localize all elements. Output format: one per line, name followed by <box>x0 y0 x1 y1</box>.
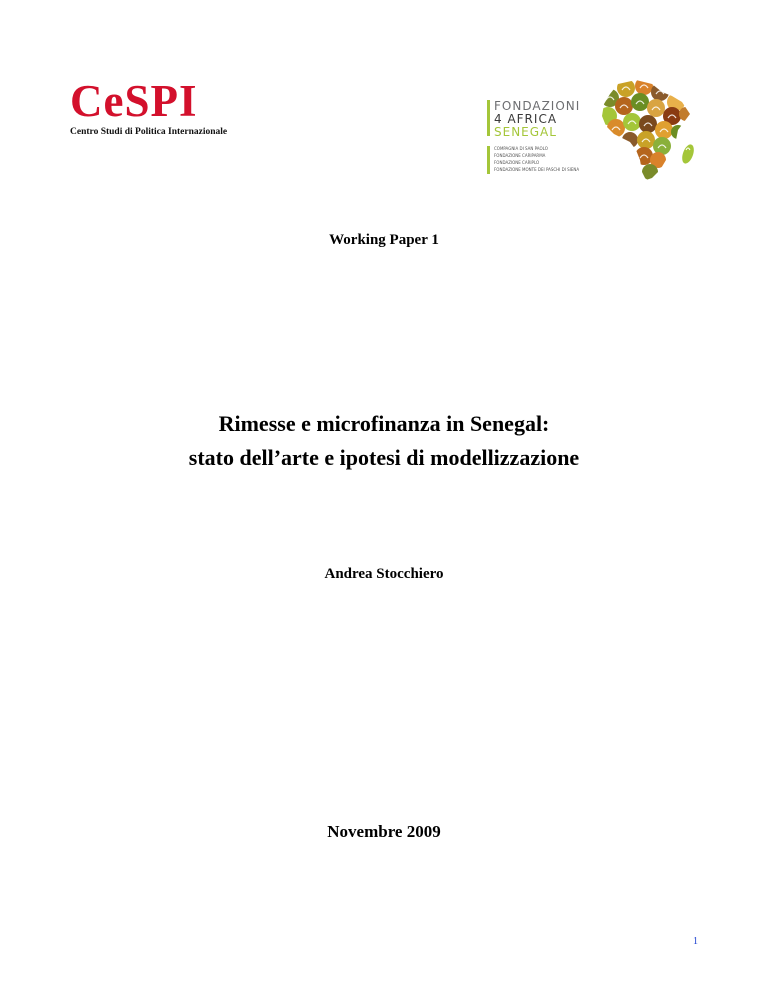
logo-line-4-africa: 4 AFRICA <box>494 112 558 126</box>
sponsor-name: FONDAZIONE MONTE DEI PASCHI DI SIENA <box>494 167 580 172</box>
working-paper-label: Working Paper 1 <box>329 232 439 248</box>
document-title-line-1: Rimesse e microfinanza in Senegal: <box>218 411 550 436</box>
sponsor-name: FONDAZIONE CARIPLO <box>494 160 540 165</box>
publication-date: Novembre 2009 <box>327 822 441 841</box>
logo-line-senegal: SENEGAL <box>494 125 557 139</box>
logo-accent-bar <box>487 146 490 174</box>
sponsor-name: COMPAGNIA DI SAN PAOLO <box>494 146 548 151</box>
logo-accent-bar <box>487 100 490 136</box>
cespi-subtitle: Centro Studi di Politica Internazionale <box>70 127 228 137</box>
sponsor-name: FONDAZIONE CARIPARMA <box>494 153 546 158</box>
cespi-logo <box>70 78 240 137</box>
author-name: Andrea Stocchiero <box>324 566 444 582</box>
page-number: 1 <box>693 936 698 947</box>
fondazioni-4-africa-logo <box>484 78 704 183</box>
cespi-wordmark: CeSPI <box>70 76 198 126</box>
africa-map-icon <box>596 78 702 183</box>
logo-line-fondazioni: FONDAZIONI <box>494 99 581 113</box>
document-title-line-2: stato dell’arte e ipotesi di modellizzazione <box>188 445 580 470</box>
